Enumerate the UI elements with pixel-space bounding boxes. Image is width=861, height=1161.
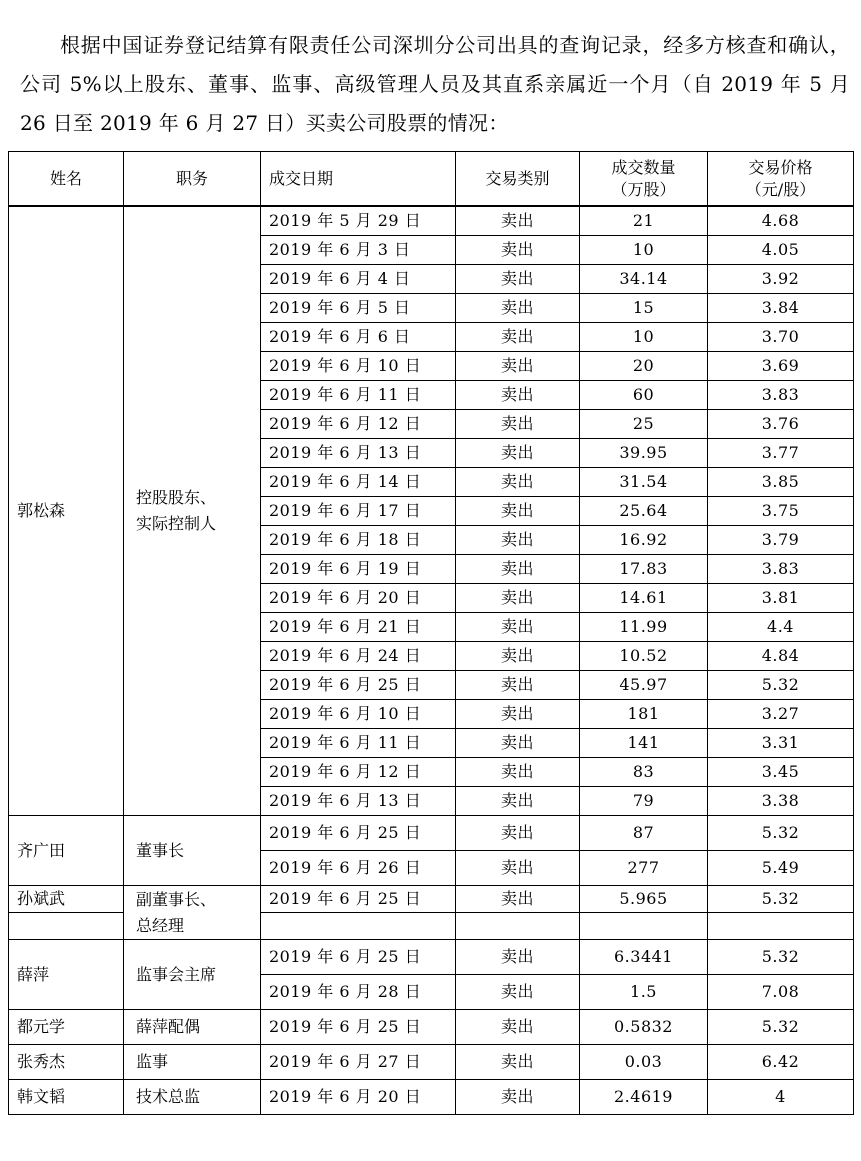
- role-line: 实际控制人: [136, 514, 217, 533]
- trade-type: 卖出: [456, 700, 580, 729]
- trade-price: 3.38: [708, 787, 854, 816]
- trade-quantity: 60: [580, 381, 708, 410]
- trade-price: 3.69: [708, 352, 854, 381]
- trade-type: 卖出: [456, 265, 580, 294]
- trade-date: 2019 年 6 月 27 日: [261, 1045, 456, 1080]
- trade-type: 卖出: [456, 975, 580, 1010]
- trade-quantity: 0.5832: [580, 1010, 708, 1045]
- header-price-line1: 交易价格: [748, 157, 813, 177]
- trade-price: 3.77: [708, 439, 854, 468]
- role-line: 控股股东、: [136, 488, 217, 507]
- trade-date: 2019 年 6 月 10 日: [261, 700, 456, 729]
- person-role: [124, 206, 261, 816]
- person-name: 韩文韬: [9, 1080, 124, 1115]
- table-row: [9, 886, 854, 913]
- trade-type: 卖出: [456, 294, 580, 323]
- trade-date: 2019 年 6 月 4 日: [261, 265, 456, 294]
- empty-cell: [9, 913, 124, 940]
- table-row: [9, 206, 854, 236]
- trade-quantity: 21: [580, 206, 708, 236]
- trade-quantity: 277: [580, 851, 708, 886]
- trade-price: 4: [708, 1080, 854, 1115]
- trade-price: 4.84: [708, 642, 854, 671]
- trade-type: 卖出: [456, 816, 580, 851]
- trade-type: 卖出: [456, 323, 580, 352]
- header-role: 职务: [124, 152, 261, 207]
- trade-date: 2019 年 5 月 29 日: [261, 206, 456, 236]
- table-body: [9, 206, 854, 1115]
- trade-type: 卖出: [456, 584, 580, 613]
- trade-date: 2019 年 6 月 21 日: [261, 613, 456, 642]
- trade-type: 卖出: [456, 555, 580, 584]
- table-row: [9, 940, 854, 975]
- trade-date: 2019 年 6 月 24 日: [261, 642, 456, 671]
- trade-quantity: 0.03: [580, 1045, 708, 1080]
- trade-quantity: 17.83: [580, 555, 708, 584]
- trade-type: 卖出: [456, 1045, 580, 1080]
- person-role: 监事: [124, 1045, 261, 1080]
- trade-price: 3.70: [708, 323, 854, 352]
- role-line: 副董事长、: [136, 889, 217, 909]
- person-name: 张秀杰: [9, 1045, 124, 1080]
- trade-price: 3.45: [708, 758, 854, 787]
- trade-quantity: 25: [580, 410, 708, 439]
- header-price: [708, 152, 854, 207]
- trade-type: 卖出: [456, 410, 580, 439]
- trade-price: 6.42: [708, 1045, 854, 1080]
- trade-type: 卖出: [456, 381, 580, 410]
- trade-date: 2019 年 6 月 12 日: [261, 758, 456, 787]
- empty-cell: [261, 913, 456, 940]
- trade-price: 3.31: [708, 729, 854, 758]
- trade-date: 2019 年 6 月 13 日: [261, 439, 456, 468]
- trade-price: 3.83: [708, 555, 854, 584]
- trade-price: 5.49: [708, 851, 854, 886]
- trade-price: 5.32: [708, 886, 854, 913]
- trade-type: 卖出: [456, 236, 580, 265]
- stock-trading-table: [8, 151, 854, 1115]
- trade-date: 2019 年 6 月 26 日: [261, 851, 456, 886]
- trade-type: 卖出: [456, 758, 580, 787]
- header-qty: [580, 152, 708, 207]
- trade-date: 2019 年 6 月 12 日: [261, 410, 456, 439]
- trade-date: 2019 年 6 月 17 日: [261, 497, 456, 526]
- header-qty-line1: 成交数量: [611, 157, 676, 177]
- trade-quantity: 5.965: [580, 886, 708, 913]
- header-type: 交易类别: [456, 152, 580, 207]
- role-line: 总经理: [136, 915, 185, 935]
- trade-quantity: 79: [580, 787, 708, 816]
- trade-quantity: 16.92: [580, 526, 708, 555]
- trade-date: 2019 年 6 月 5 日: [261, 294, 456, 323]
- person-name: 都元学: [9, 1010, 124, 1045]
- trade-quantity: 11.99: [580, 613, 708, 642]
- trade-date: 2019 年 6 月 19 日: [261, 555, 456, 584]
- trade-type: 卖出: [456, 439, 580, 468]
- trade-quantity: 6.3441: [580, 940, 708, 975]
- trade-date: 2019 年 6 月 20 日: [261, 1080, 456, 1115]
- trade-quantity: 14.61: [580, 584, 708, 613]
- person-name: 薛萍: [9, 940, 124, 1010]
- trade-date: 2019 年 6 月 6 日: [261, 323, 456, 352]
- trade-date: 2019 年 6 月 14 日: [261, 468, 456, 497]
- trade-type: 卖出: [456, 940, 580, 975]
- trade-quantity: 10: [580, 236, 708, 265]
- header-qty-line2: （万股）: [611, 179, 676, 199]
- trade-type: 卖出: [456, 206, 580, 236]
- trade-quantity: 2.4619: [580, 1080, 708, 1115]
- trade-price: 3.85: [708, 468, 854, 497]
- person-role: 技术总监: [124, 1080, 261, 1115]
- trade-price: 5.32: [708, 671, 854, 700]
- trade-date: 2019 年 6 月 25 日: [261, 816, 456, 851]
- trade-price: 5.32: [708, 1010, 854, 1045]
- trade-quantity: 10.52: [580, 642, 708, 671]
- trade-type: 卖出: [456, 497, 580, 526]
- trade-quantity: 141: [580, 729, 708, 758]
- trade-quantity: 87: [580, 816, 708, 851]
- trade-quantity: 15: [580, 294, 708, 323]
- trade-price: 3.92: [708, 265, 854, 294]
- trade-quantity: 83: [580, 758, 708, 787]
- trade-quantity: 39.95: [580, 439, 708, 468]
- trade-quantity: 10: [580, 323, 708, 352]
- trade-type: 卖出: [456, 671, 580, 700]
- trade-price: 7.08: [708, 975, 854, 1010]
- empty-cell: [580, 913, 708, 940]
- person-name: 孙斌武: [9, 886, 124, 913]
- table-row: [9, 816, 854, 851]
- trade-type: 卖出: [456, 729, 580, 758]
- trade-price: 3.76: [708, 410, 854, 439]
- trade-type: 卖出: [456, 352, 580, 381]
- trade-date: 2019 年 6 月 25 日: [261, 671, 456, 700]
- trade-price: 4.4: [708, 613, 854, 642]
- trade-date: 2019 年 6 月 18 日: [261, 526, 456, 555]
- person-name: 郭松森: [9, 206, 124, 816]
- trade-date: 2019 年 6 月 10 日: [261, 352, 456, 381]
- trade-type: 卖出: [456, 886, 580, 913]
- trade-quantity: 31.54: [580, 468, 708, 497]
- trade-quantity: 25.64: [580, 497, 708, 526]
- trade-price: 3.27: [708, 700, 854, 729]
- trade-date: 2019 年 6 月 11 日: [261, 729, 456, 758]
- trade-date: 2019 年 6 月 25 日: [261, 940, 456, 975]
- intro-paragraph: 根据中国证券登记结算有限责任公司深圳分公司出具的查询记录，经多方核查和确认，公司 5%以上股东、董事、监事、高级管理人员及其直系亲属近一个月（自 2019 年 5 月 26 日至 2019 年 6 月 27 日）买卖公司股票的情况：: [20, 33, 850, 135]
- trade-price: 3.75: [708, 497, 854, 526]
- trade-quantity: 1.5: [580, 975, 708, 1010]
- trade-type: 卖出: [456, 526, 580, 555]
- person-role: [124, 886, 261, 940]
- trade-date: 2019 年 6 月 25 日: [261, 1010, 456, 1045]
- header-date: 成交日期: [261, 152, 456, 207]
- table-row: [9, 1045, 854, 1080]
- trade-type: 卖出: [456, 787, 580, 816]
- header-row: [9, 152, 854, 207]
- trade-price: 5.32: [708, 940, 854, 975]
- trade-type: 卖出: [456, 851, 580, 886]
- person-role: 薛萍配偶: [124, 1010, 261, 1045]
- trade-type: 卖出: [456, 1010, 580, 1045]
- trade-date: 2019 年 6 月 20 日: [261, 584, 456, 613]
- trade-quantity: 181: [580, 700, 708, 729]
- trade-date: 2019 年 6 月 28 日: [261, 975, 456, 1010]
- trade-type: 卖出: [456, 468, 580, 497]
- trade-type: 卖出: [456, 642, 580, 671]
- trade-date: 2019 年 6 月 13 日: [261, 787, 456, 816]
- trade-type: 卖出: [456, 613, 580, 642]
- person-role: 董事长: [124, 816, 261, 886]
- trade-price: 4.05: [708, 236, 854, 265]
- empty-cell: [456, 913, 580, 940]
- table-row: [9, 1080, 854, 1115]
- empty-cell: [708, 913, 854, 940]
- trade-price: 3.83: [708, 381, 854, 410]
- trade-date: 2019 年 6 月 25 日: [261, 886, 456, 913]
- trade-date: 2019 年 6 月 3 日: [261, 236, 456, 265]
- person-name: 齐广田: [9, 816, 124, 886]
- trade-quantity: 45.97: [580, 671, 708, 700]
- trade-price: 5.32: [708, 816, 854, 851]
- header-price-line2: （元/股）: [745, 179, 816, 199]
- header-name: 姓名: [9, 152, 124, 207]
- person-role: 监事会主席: [124, 940, 261, 1010]
- table-row: [9, 1010, 854, 1045]
- trade-price: 3.81: [708, 584, 854, 613]
- trade-quantity: 20: [580, 352, 708, 381]
- trade-price: 3.84: [708, 294, 854, 323]
- trade-price: 4.68: [708, 206, 854, 236]
- trade-quantity: 34.14: [580, 265, 708, 294]
- trade-date: 2019 年 6 月 11 日: [261, 381, 456, 410]
- trade-price: 3.79: [708, 526, 854, 555]
- trade-type: 卖出: [456, 1080, 580, 1115]
